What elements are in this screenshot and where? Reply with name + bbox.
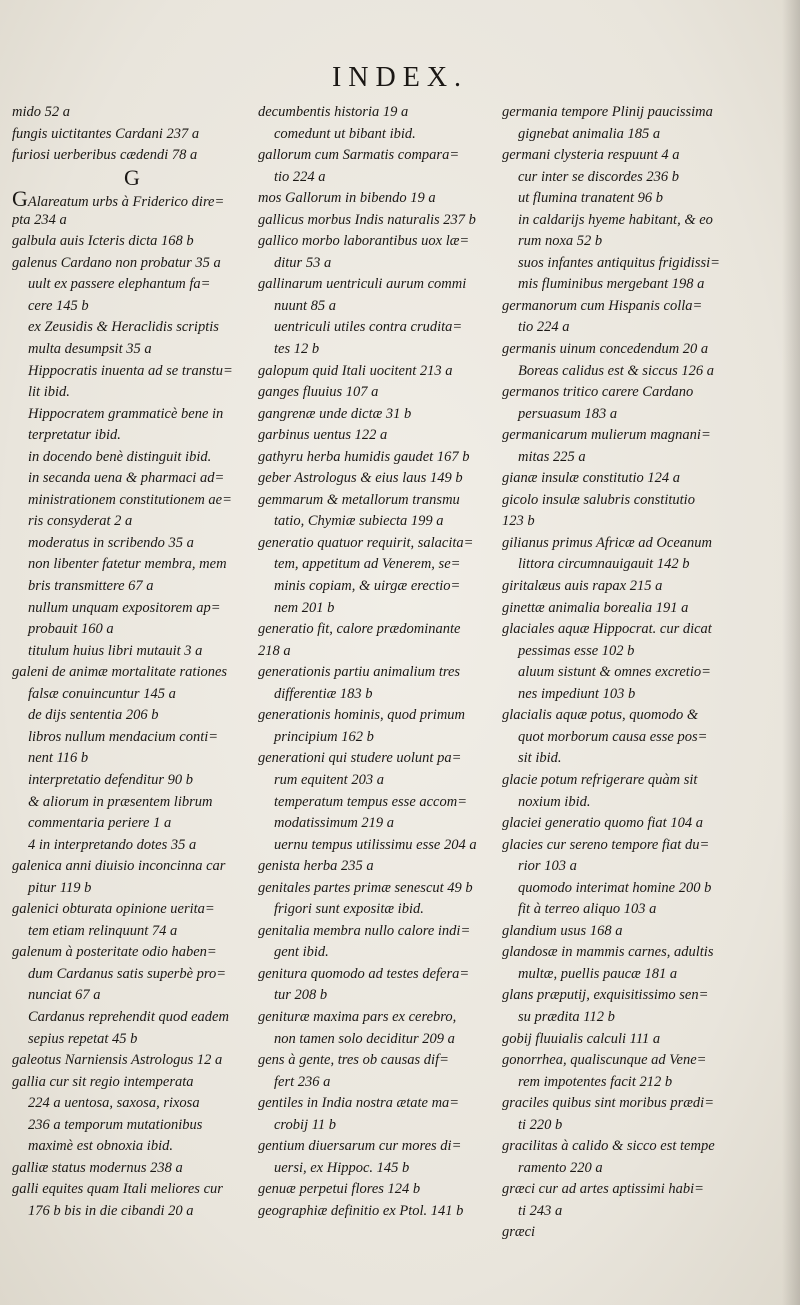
index-entry-line: 236 a temporum mutationibus: [28, 1116, 203, 1133]
index-entry-line: bris transmittere 67 a: [28, 578, 154, 595]
index-entry-line: ginettæ animalia borealia 191 a: [502, 599, 689, 616]
index-entry-line: rem impotentes facit 212 b: [518, 1073, 673, 1090]
index-entry-line: germani clysteria respuunt 4 a: [502, 147, 680, 164]
index-entry-line: sepius repetat 45 b: [28, 1030, 138, 1047]
index-entry-line: fit à terreo aliquo 103 a: [518, 901, 657, 918]
index-entry-line: titulum huius libri mutauit 3 a: [28, 642, 203, 659]
index-entry-line: quomodo interimat homine 200 b: [518, 879, 712, 896]
index-entry-line: rior 103 a: [518, 858, 577, 875]
index-entry-line: glacies cur sereno tempore fiat du=: [502, 836, 710, 853]
index-entry-line: glaciales aquæ Hippocrat. cur dicat: [502, 621, 712, 638]
index-entry-line: gentium diuersarum cur mores di=: [258, 1138, 462, 1155]
index-entry-line: [12, 188, 252, 210]
index-entry-line: multæ, puellis paucæ 181 a: [518, 965, 678, 982]
index-entry-line: ministrationem constitutionem ae=: [28, 491, 232, 508]
index-entry-line: littora circumnauigauit 142 b: [518, 556, 690, 573]
index-entry-line: ti 220 b: [518, 1116, 563, 1133]
index-entry-line: probauit 160 a: [28, 621, 114, 638]
index-entry-line: Boreas calidus est & siccus 126 a: [518, 362, 714, 379]
index-entry-line: gangrenæ unde dictæ 31 b: [258, 405, 412, 422]
index-entry-line: lit ibid.: [28, 384, 70, 401]
index-entry-line: græci cur ad artes aptissimi habi=: [502, 1181, 704, 1198]
index-entry-line: rum equitent 203 a: [274, 771, 384, 788]
index-entry-line: comedunt ut bibant ibid.: [274, 125, 416, 142]
index-entry-line: uentriculi utiles contra crudita=: [274, 319, 463, 336]
index-entry-line: gathyru herba humidis gaudet 167 b: [258, 448, 470, 465]
page-edge-shadow: [782, 0, 800, 1305]
index-entry-line: Hippocratem grammaticè bene in: [28, 405, 224, 422]
index-entry-line: nunciat 67 a: [28, 987, 101, 1004]
index-entry-line: ti 243 a: [518, 1202, 563, 1219]
index-entry-line: galopum quid Itali uocitent 213 a: [258, 362, 453, 379]
index-entry-line: moderatus in scribendo 35 a: [28, 534, 194, 551]
index-entry-line: 218 a: [258, 642, 291, 659]
index-entry-line: nuunt 85 a: [274, 297, 337, 314]
index-entry-line: gemmarum & metallorum transmu: [258, 491, 460, 508]
index-entry-line: mido 52 a: [12, 104, 70, 120]
index-entry-line: tem etiam relinquunt 74 a: [28, 922, 178, 939]
index-entry-line: non tamen solo deciditur 209 a: [274, 1030, 455, 1047]
index-entry-line: galenum à posteritate odio haben=: [12, 944, 217, 961]
index-entry-line: pitur 119 b: [28, 879, 92, 896]
index-entry-line: gicolo insulæ salubris constitutio: [502, 491, 695, 508]
index-entry-line: gentiles in India nostra ætate ma=: [258, 1095, 460, 1112]
index-entry-line: tur 208 b: [274, 987, 328, 1004]
index-entry-line: generatio quatuor requirit, salacita=: [258, 534, 474, 551]
index-entry-line: generationis hominis, quod primum: [258, 707, 466, 724]
index-entry-line: galliæ status modernus 238 a: [12, 1159, 183, 1176]
index-entry-line: glandium usus 168 a: [502, 922, 623, 939]
index-entry-line: germania tempore Plinij paucissima: [502, 104, 713, 120]
index-entry-line: nullum unquam expositorem ap=: [28, 599, 221, 616]
initial-letter: G: [12, 188, 28, 210]
index-entry-line: glacie potum refrigerare quàm sit: [502, 771, 698, 788]
index-entry-line: germanos tritico carere Cardano: [502, 384, 694, 401]
index-entry-line: principium 162 b: [274, 728, 374, 745]
index-entry-line: sit ibid.: [518, 750, 562, 767]
index-entry-line: fert 236 a: [274, 1073, 331, 1090]
index-entry-line: pessimas esse 102 b: [518, 642, 635, 659]
index-entry-line: fungis uictitantes Cardani 237 a: [12, 125, 200, 142]
index-entry-line: uult ex passere elephantum fa=: [28, 276, 211, 293]
index-entry-line: galeni de animæ mortalitate rationes: [12, 664, 228, 681]
index-entry-line: glacialis aquæ potus, quomodo &: [502, 707, 699, 724]
index-entry-line: giritalæus auis rapax 215 a: [502, 578, 663, 595]
index-entry-line: generatio fit, calore prædominante: [258, 621, 461, 638]
index-entry-line: differentiæ 183 b: [274, 685, 373, 702]
index-entry-line: genitalia membra nullo calore indi=: [258, 922, 471, 939]
index-entry-line: de dijs sententia 206 b: [28, 707, 159, 724]
index-entry-line: persuasum 183 a: [518, 405, 618, 422]
index-entry-line: Cardanus reprehendit quod eadem: [28, 1008, 229, 1025]
index-entry-line: mos Gallorum in bibendo 19 a: [258, 190, 436, 207]
index-entry-line: 224 a uentosa, saxosa, rixosa: [28, 1095, 200, 1112]
index-entry-line: germanicarum mulierum magnani=: [502, 427, 711, 444]
index-entry-line: gallicus morbus Indis naturalis 237 b: [258, 211, 476, 228]
index-entry-line: cere 145 b: [28, 297, 89, 314]
index-entry-line: genitura quomodo ad testes defera=: [258, 965, 470, 982]
index-entry-line: galenici obturata opinione uerita=: [12, 901, 215, 918]
index-column-middle: [258, 102, 493, 1252]
index-entry-line: gallico morbo laborantibus uox læ=: [258, 233, 470, 250]
index-entry-line: multa desumpsit 35 a: [28, 341, 152, 358]
index-entry-line: geographiæ definitio ex Ptol. 141 b: [258, 1202, 464, 1219]
index-entry-line: genuæ perpetui flores 124 b: [258, 1181, 421, 1198]
index-entry-line: ut flumina tranatent 96 b: [518, 190, 663, 207]
index-entry-line: galeotus Narniensis Astrologus 12 a: [12, 1052, 223, 1069]
index-entry-line: glans præputij, exquisitissimo sen=: [502, 987, 709, 1004]
index-entry-line: temperatum tempus esse accom=: [274, 793, 468, 810]
index-entry-line: garbinus uentus 122 a: [258, 427, 388, 444]
index-entry-line: nes impediunt 103 b: [518, 685, 636, 702]
index-entry-line: gianæ insulæ constitutio 124 a: [502, 470, 681, 487]
index-entry-line: in secanda uena & pharmaci ad=: [28, 470, 225, 487]
index-entry-line: gallia cur sit regio intemperata: [12, 1073, 194, 1090]
index-entry-line: minis copiam, & uirgæ erectio=: [274, 578, 461, 595]
index-entry-line: dum Cardanus satis superbè pro=: [28, 965, 227, 982]
index-entry-line: genista herba 235 a: [258, 858, 374, 875]
index-entry-line: gallorum cum Sarmatis compara=: [258, 147, 460, 164]
index-entry-line: ris consyderat 2 a: [28, 513, 133, 530]
index-entry-line: noxium ibid.: [518, 793, 591, 810]
index-entry-line: Hippocratis inuenta ad se transtu=: [28, 362, 233, 379]
index-entry-line: mitas 225 a: [518, 448, 586, 465]
index-entry-line: gignebat animalia 185 a: [518, 125, 661, 142]
index-entry-line: in docendo benè distinguit ibid.: [28, 448, 212, 465]
index-entry-line: tio 224 a: [274, 168, 326, 185]
index-entry-line: germanis uinum concedendum 20 a: [502, 341, 709, 358]
index-entry-line: galbula auis Icteris dicta 168 b: [12, 233, 194, 250]
index-entry-line: tem, appetitum ad Venerem, se=: [274, 556, 461, 573]
index-entry-line: tatio, Chymiæ subiecta 199 a: [274, 513, 444, 530]
index-entry-line: generationi qui studere uolunt pa=: [258, 750, 462, 767]
index-entry-line: uernu tempus utilissimu esse 204 a: [274, 836, 477, 853]
index-entry-line: gracilitas à calido & sicco est tempe: [502, 1138, 715, 1155]
index-entry-line: furiosi uerberibus cædendi 78 a: [12, 147, 198, 164]
index-entry-line: genitales partes primæ senescut 49 b: [258, 879, 473, 896]
index-entry-line: nem 201 b: [274, 599, 335, 616]
index-entry-line: maximè est obnoxia ibid.: [28, 1138, 173, 1155]
index-entry-line: interpretatio defenditur 90 b: [28, 771, 193, 788]
index-entry-line: su prædita 112 b: [518, 1008, 615, 1025]
index-entry-line: galenica anni diuisio inconcinna car: [12, 858, 226, 875]
page-title: INDEX.: [331, 62, 469, 93]
index-entry-line: græci: [502, 1224, 536, 1241]
index-entry-line: glandosæ in mammis carnes, adultis: [502, 944, 714, 961]
index-entry-line: glaciei generatio quomo fiat 104 a: [502, 815, 703, 832]
index-entry-line: quot morborum causa esse pos=: [518, 728, 708, 745]
index-entry-line: gobij fluuialis calculi 111 a: [502, 1030, 661, 1047]
index-entry-line: gens à gente, tres ob causas dif=: [258, 1052, 449, 1069]
index-entry-line: in caldarijs hyeme habitant, & eo: [518, 211, 713, 228]
index-entry-line: decumbentis historia 19 a: [258, 104, 409, 120]
index-entry-line: uersi, ex Hippoc. 145 b: [274, 1159, 410, 1176]
index-entry-line: tio 224 a: [518, 319, 570, 336]
index-entry-line: mis fluminibus mergebant 198 a: [518, 276, 705, 293]
index-entry-line: nent 116 b: [28, 750, 89, 767]
index-entry-line: galli equites quam Itali meliores cur: [12, 1181, 223, 1198]
index-entry-line: geber Astrologus & eius laus 149 b: [258, 470, 463, 487]
index-entry-line: tes 12 b: [274, 341, 320, 358]
index-entry-line: 123 b: [502, 513, 535, 530]
index-column-left: [12, 102, 252, 1252]
entry-text: Alareatum urbs à Friderico dire=: [27, 194, 225, 210]
index-entry-line: pta 234 a: [12, 211, 67, 228]
index-entry-line: & aliorum in præsentem librum: [28, 793, 213, 810]
index-entry-line: germanorum cum Hispanis colla=: [502, 297, 703, 314]
index-entry-line: ramento 220 a: [518, 1159, 603, 1176]
index-entry-line: libros nullum mendacium conti=: [28, 728, 219, 745]
index-entry-line: falsæ conuincuntur 145 a: [28, 685, 176, 702]
index-entry-line: aluum sistunt & omnes excretio=: [518, 664, 711, 681]
index-entry-line: crobij 11 b: [274, 1116, 337, 1133]
index-entry-line: suos infantes antiquitus frigidissi=: [518, 254, 720, 271]
index-entry-line: non libenter fatetur membra, mem: [28, 556, 227, 573]
index-entry-line: gallinarum uentriculi aurum commi: [258, 276, 467, 293]
index-entry-line: modatissimum 219 a: [274, 815, 395, 832]
index-entry-line: cur inter se discordes 236 b: [518, 168, 679, 185]
index-entry-line: commentaria periere 1 a: [28, 815, 172, 832]
index-entry-line: galenus Cardano non probatur 35 a: [12, 254, 221, 271]
index-entry-line: gent ibid.: [274, 944, 329, 961]
index-entry-line: ex Zeusidis & Heraclidis scriptis: [28, 319, 219, 336]
index-entry-line: rum noxa 52 b: [518, 233, 603, 250]
index-entry-line: 4 in interpretando dotes 35 a: [28, 836, 197, 853]
index-entry-line: ganges fluuius 107 a: [258, 384, 379, 401]
index-entry-line: 176 b bis in die cibandi 20 a: [28, 1202, 194, 1219]
index-entry-line: frigori sunt expositæ ibid.: [274, 901, 424, 918]
section-letter: G: [124, 166, 140, 189]
index-entry-line: genituræ maxima pars ex cerebro,: [258, 1008, 457, 1025]
index-entry-line: terpretatur ibid.: [28, 427, 121, 444]
index-entry-line: generationis partiu animalium tres: [258, 664, 461, 681]
index-entry-line: gonorrhea, qualiscunque ad Vene=: [502, 1052, 707, 1069]
index-entry-line: ditur 53 a: [274, 254, 332, 271]
index-entry-line: graciles quibus sint moribus prædi=: [502, 1095, 714, 1112]
index-entry-line: gilianus primus Africæ ad Oceanum: [502, 534, 712, 551]
index-column-right: [502, 102, 738, 1252]
